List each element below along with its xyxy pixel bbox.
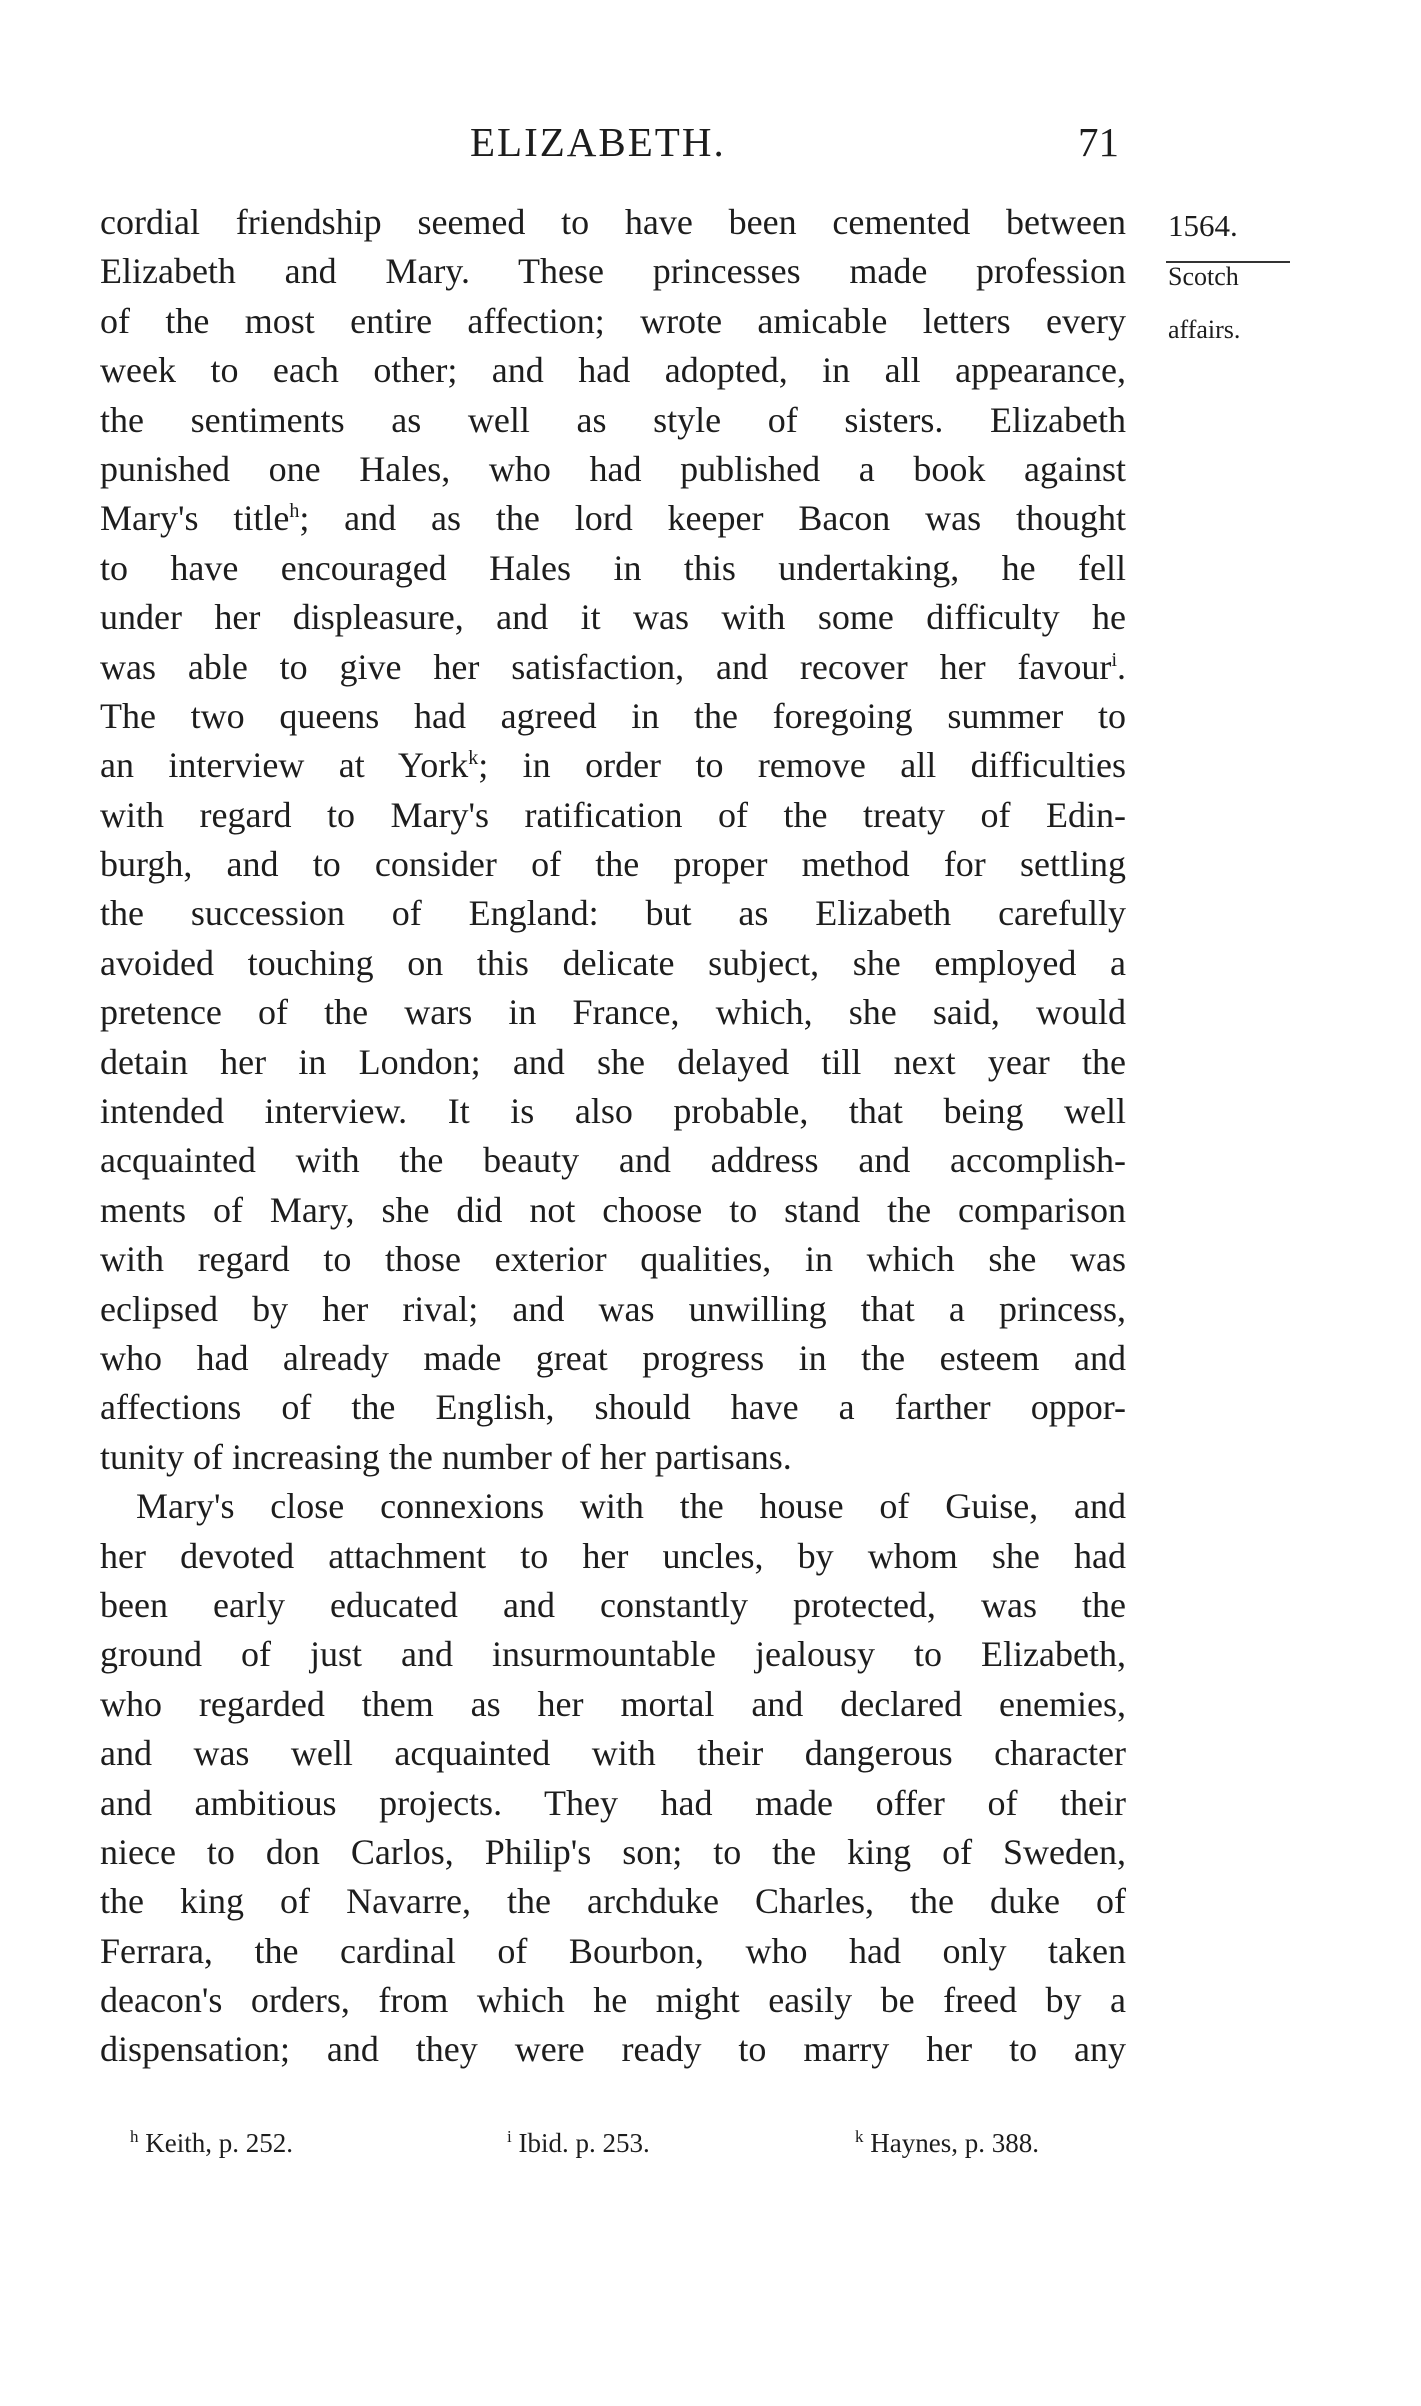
margin-topic-line-1: Scotch xyxy=(1168,262,1239,291)
footnote-i xyxy=(507,2128,650,2159)
footnote-text: Haynes, p. 388. xyxy=(870,2128,1039,2158)
text-line: intended interview. It is also probable, that being well xyxy=(100,1091,1126,1132)
text-fragment: . xyxy=(1117,646,1126,687)
running-title: ELIZABETH. xyxy=(470,119,726,165)
text-line: the sentiments as well as style of sisters. Elizabeth xyxy=(100,399,1126,440)
text-line: burgh, and to consider of the proper method for settling xyxy=(100,844,1126,885)
text-line: avoided touching on this delicate subject, she employed a xyxy=(100,942,1126,983)
footnote-text: Ibid. p. 253. xyxy=(518,2128,650,2158)
footnote-ref-i: i xyxy=(1111,648,1117,671)
text-line: detain her in London; and she delayed till next year the xyxy=(100,1041,1126,1082)
text-line: acquainted with the beauty and address and accomplish- xyxy=(100,1140,1126,1181)
margin-topic-line-2: affairs. xyxy=(1168,315,1241,344)
text-line: tunity of increasing the number of her partisans. xyxy=(100,1436,792,1477)
body-text xyxy=(100,198,1126,2075)
text-line: the king of Navarre, the archduke Charles, the duke of xyxy=(100,1881,1126,1922)
footnote-h xyxy=(130,2128,293,2159)
text-fragment: an interview at York xyxy=(100,745,469,786)
text-line: The two queens had agreed in the foregoing summer to xyxy=(100,695,1126,736)
text-fragment: ; in order to remove all difficulties xyxy=(478,745,1126,786)
text-line: eclipsed by her rival; and was unwilling that a princess, xyxy=(100,1288,1126,1329)
footnote-marker: i xyxy=(507,2127,512,2146)
text-line xyxy=(100,494,1126,543)
text-line: week to each other; and had adopted, in all appearance, xyxy=(100,350,1126,391)
text-line: who had already made great progress in the esteem and xyxy=(100,1337,1126,1378)
page-number: 71 xyxy=(1078,119,1119,165)
text-fragment: Mary's title xyxy=(100,498,290,539)
text-line: pretence of the wars in France, which, she said, would xyxy=(100,992,1126,1033)
footnote-ref-k: k xyxy=(468,747,479,770)
text-line: and was well acquainted with their dangerous character xyxy=(100,1733,1126,1774)
footnote-marker: h xyxy=(130,2127,139,2146)
text-line: of the most entire affection; wrote amicable letters every xyxy=(100,300,1126,341)
text-line: been early educated and constantly protected, was the xyxy=(100,1584,1126,1625)
text-line: Ferrara, the cardinal of Bourbon, who had only taken xyxy=(100,1930,1126,1971)
footnote-k xyxy=(855,2128,1039,2159)
text-line: with regard to those exterior qualities, in which she was xyxy=(100,1239,1126,1280)
text-line: ments of Mary, she did not choose to stand the comparison xyxy=(100,1189,1126,1230)
text-line: punished one Hales, who had published a book against xyxy=(100,448,1126,489)
text-line: the succession of England: but as Elizabeth carefully xyxy=(100,893,1126,934)
text-fragment: ; and as the lord keeper Bacon was thought xyxy=(299,498,1126,539)
text-line: affections of the English, should have a farther oppor- xyxy=(100,1387,1126,1428)
footnote-marker: k xyxy=(855,2127,864,2146)
margin-year: 1564. xyxy=(1168,208,1238,243)
text-line: her devoted attachment to her uncles, by whom she had xyxy=(100,1535,1126,1576)
text-line xyxy=(100,643,1126,692)
text-line: Mary's close connexions with the house of Guise, and xyxy=(136,1486,1126,1527)
text-line: under her displeasure, and it was with some difficulty he xyxy=(100,597,1126,638)
text-line: cordial friendship seemed to have been cemented between xyxy=(100,202,1126,242)
text-line: deacon's orders, from which he might easily be freed by a xyxy=(100,1980,1126,2021)
text-line: dispensation; and they were ready to marry her to any xyxy=(100,2029,1126,2070)
text-line: to have encouraged Hales in this undertaking, he fell xyxy=(100,547,1126,588)
text-line: Elizabeth and Mary. These princesses made profession xyxy=(100,251,1126,292)
text-line: niece to don Carlos, Philip's son; to the king of Sweden, xyxy=(100,1831,1126,1872)
footnote-ref-h: h xyxy=(289,500,300,523)
text-line: who regarded them as her mortal and declared enemies, xyxy=(100,1683,1126,1724)
text-fragment: was able to give her satisfaction, and recover her favour xyxy=(100,646,1112,687)
text-line xyxy=(100,741,1126,790)
text-line: ground of just and insurmountable jealousy to Elizabeth, xyxy=(100,1634,1126,1675)
text-line: with regard to Mary's ratification of the treaty of Edin- xyxy=(100,794,1126,835)
footnote-text: Keith, p. 252. xyxy=(145,2128,293,2158)
text-line: and ambitious projects. They had made offer of their xyxy=(100,1782,1126,1823)
